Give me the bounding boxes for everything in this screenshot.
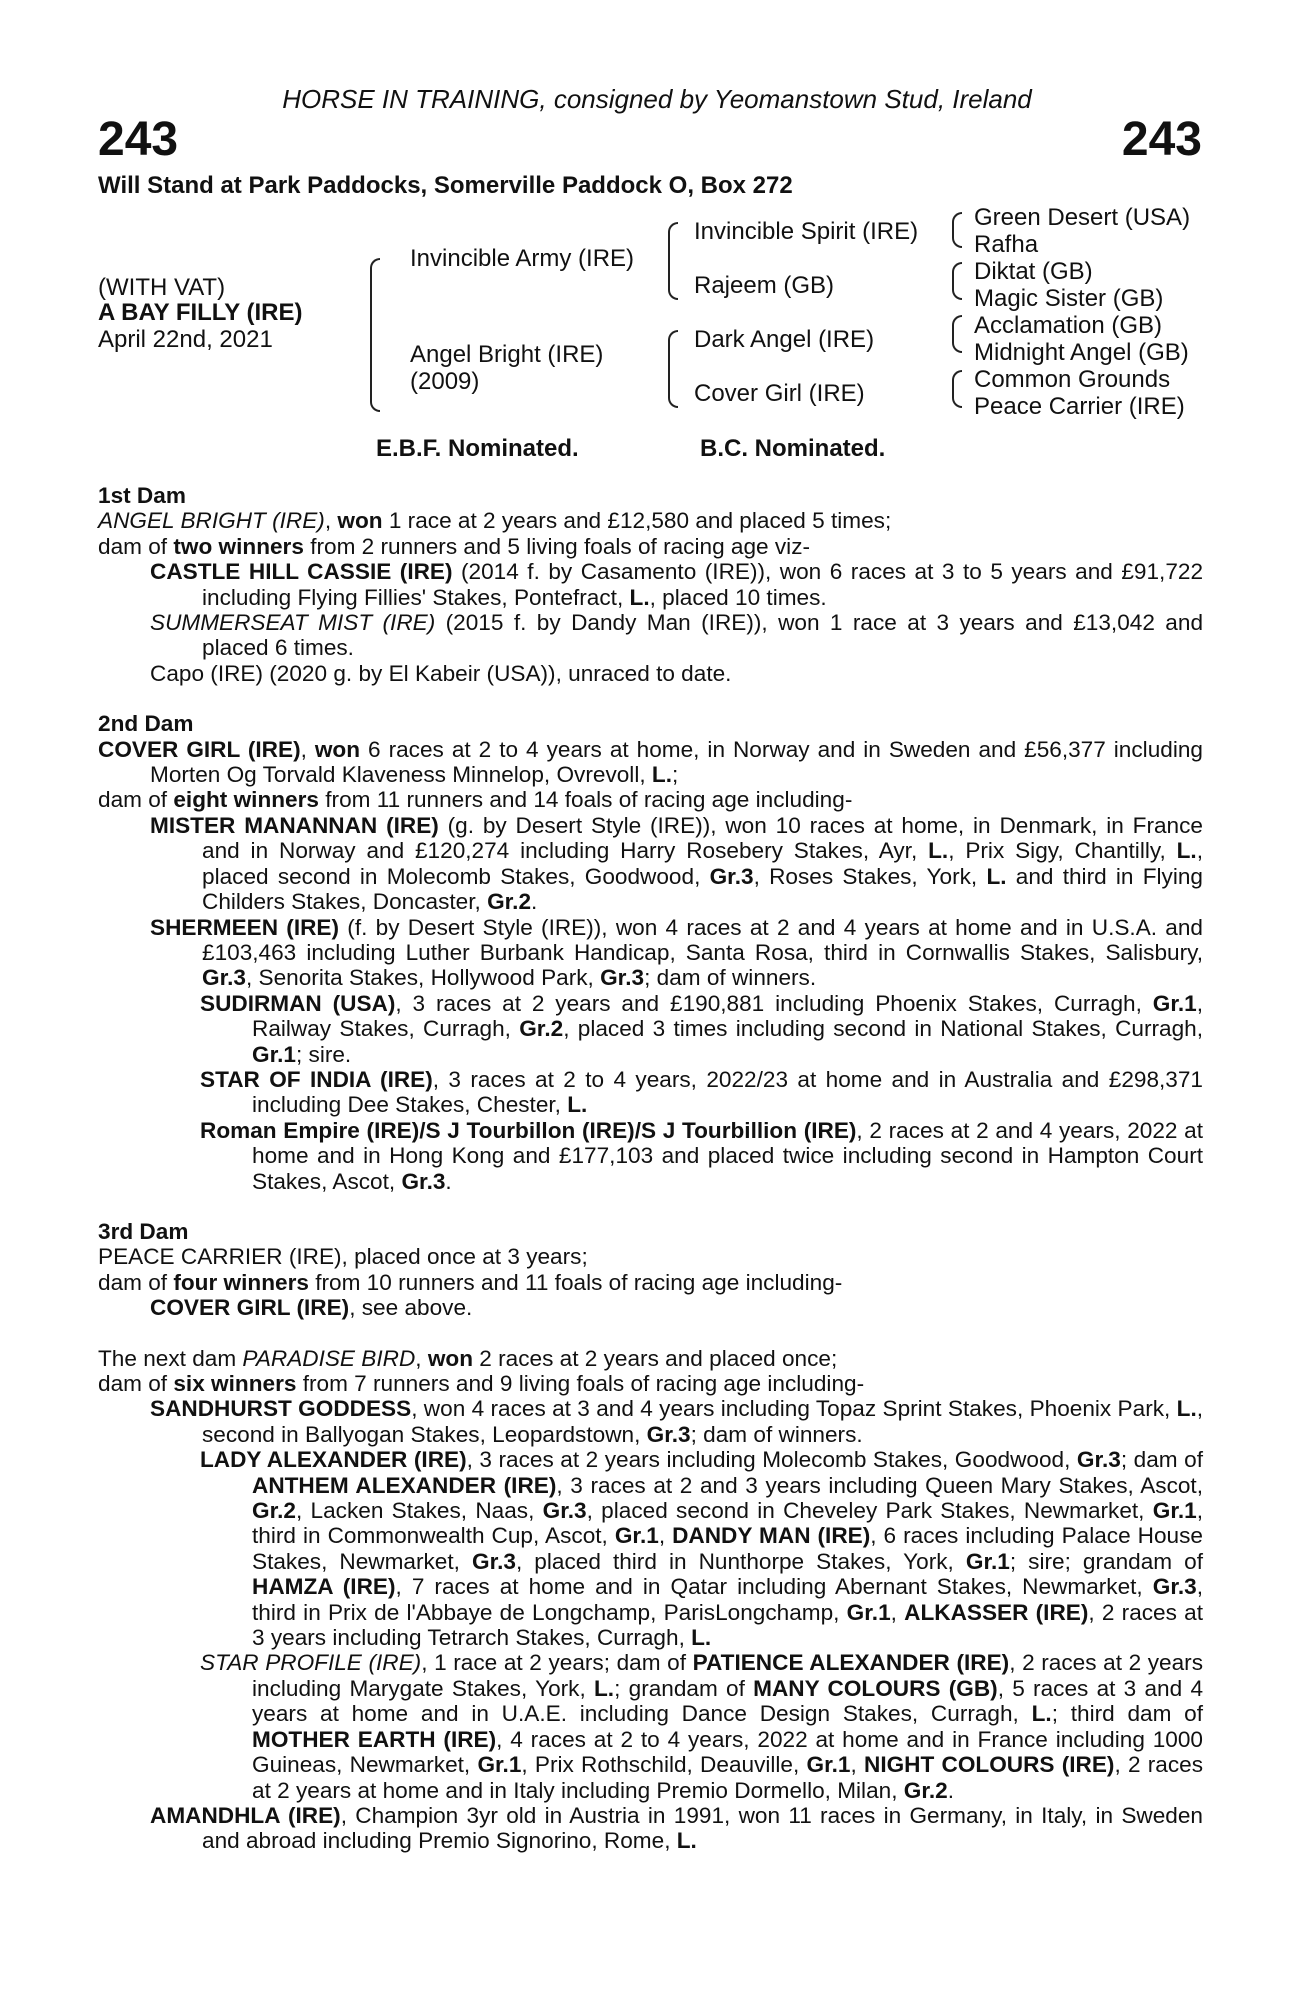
third-dam-heading: 3rd Dam [98,1218,189,1244]
sire-dam: Rajeem (GB) [694,272,835,299]
ds-sire: Acclamation (GB) [974,312,1163,339]
sd-dam: Magic Sister (GB) [974,285,1164,312]
dam-dam: Cover Girl (IRE) [694,380,865,407]
next-dam-section [98,1346,1203,1854]
third-dam-section [98,1219,1203,1321]
dd-dam: Peace Carrier (IRE) [974,393,1185,420]
produce-entry: SANDHURST GODDESS, won 4 races at 3 and 4 years including Topaz Sprint Stakes, Phoenix Park, L., second in Ballyogan Stakes, Leopardstown, Gr.3; dam of winners. [150,1396,1204,1447]
second-dam-line: COVER GIRL (IRE), won 6 races at 2 to 4 years at home, in Norway and in Sweden and £56,377 including Morten Og Torvald Klaveness Minnelop, Ovrevoll, L.; [98,736,1203,788]
third-dam-line: PEACE CARRIER (IRE), placed once at 3 years; [98,1244,588,1270]
produce-entry: SHERMEEN (IRE) (f. by Desert Style (IRE)), won 4 races at 2 and 4 years at home and in U.S.A. and £103,463 including Luther Burbank Handicap, Santa Rosa, third in Cornwallis Stakes, Salisbury, Gr.3, Senorita Stakes, Hollywood Park, Gr.3; dam of winners. [150,914,1203,991]
pedigree-brace-sd [952,262,962,300]
ds-dam: Midnight Angel (GB) [974,339,1189,366]
produce-entry: LADY ALEXANDER (IRE), 3 races at 2 years including Molecomb Stakes, Goodwood, Gr.3; dam of ANTHEM ALEXANDER (IRE), 3 races at 2 and 3 years including Queen Mary Stakes, Ascot, Gr.2, Lacken Stakes, Naas, Gr.3, placed second in Cheveley Park Stakes, Newmarket, Gr.1, third in Commonwealth Cup, Ascot, Gr.1, DANDY MAN (IRE), 6 races including Palace House Stakes, Newmarket, Gr.3, placed third in Nunthorpe Stakes, York, Gr.1; sire; grandam of HAMZA (IRE), 7 races at home and in Qatar including Abernant Stakes, Newmarket, Gr.3, third in Prix de l'Abbaye de Longchamp, ParisLongchamp, Gr.1, ALKASSER (IRE), 2 races at 3 years including Tetrarch Stakes, Curragh, L. [200,1447,1204,1651]
third-dam-produce-summary: dam of four winners from 10 runners and 11 foals of racing age including- [98,1269,843,1295]
pedigree-brace-dd [952,370,962,408]
produce-entry: MISTER MANANNAN (IRE) (g. by Desert Style (IRE)), won 10 races at home, in Denmark, in France and in Norway and £120,274 including Harry Rosebery Stakes, Ayr, L., Prix Sigy, Chantilly, L., placed second in Molecomb Stakes, Goodwood, Gr.3, Roses Stakes, York, L. and third in Flying Childers Stakes, Doncaster, Gr.2. [150,812,1203,915]
pedigree-brace-dam [668,330,678,408]
lot-number-left: 243 [98,113,179,166]
consignment-line: HORSE IN TRAINING, consigned by Yeomanstown Stud, Ireland [282,84,1032,114]
first-dam-section [98,483,1203,686]
produce-entry: SUMMERSEAT MIST (IRE) (2015 f. by Dandy Man (IRE)), won 1 race at 3 years and £13,042 and placed 6 times. [150,610,1204,661]
ebf-nomination: E.B.F. Nominated. [376,435,579,462]
stabling-location: Will Stand at Park Paddocks, Somerville Paddock O, Box 272 [98,172,793,199]
sd-sire: Diktat (GB) [974,258,1093,285]
first-dam-heading: 1st Dam [98,483,186,508]
produce-entry: Roman Empire (IRE)/S J Tourbillon (IRE)/S J Tourbillion (IRE), 2 races at 2 and 4 years, 2022 at home and in Hong Kong and £177,103 and placed twice including second in Hampton Court Stakes, Ascot, Gr.3. [200,1117,1204,1194]
pedigree-brace-ss [952,212,962,248]
produce-entry: CASTLE HILL CASSIE (IRE) (2014 f. by Casamento (IRE)), won 6 races at 3 to 5 years and £91,722 including Flying Fillies' Stakes, Pontefract, L., placed 10 times. [150,559,1204,610]
first-dam-line: ANGEL BRIGHT (IRE), won 1 race at 2 years and £12,580 and placed 5 times; [98,508,892,534]
dd-sire: Common Grounds [974,366,1171,393]
lot-name: A BAY FILLY (IRE) [98,299,303,326]
catalogue-body [98,483,1203,1854]
dam-sire: Dark Angel (IRE) [694,326,875,353]
lot-number-right: 243 [1121,113,1202,166]
produce-entry: STAR PROFILE (IRE), 1 race at 2 years; dam of PATIENCE ALEXANDER (IRE), 2 races at 2 years including Marygate Stakes, York, L.; grandam of MANY COLOURS (GB), 5 races at 3 and 4 years at home and in U.A.E. including Dance Design Stakes, Curragh, L.; third dam of MOTHER EARTH (IRE), 4 races at 2 to 4 years, 2022 at home and in France including 1000 Guineas, Newmarket, Gr.1, Prix Rothschild, Deauville, Gr.1, NIGHT COLOURS (IRE), 2 races at 2 years at home and in Italy including Premio Dormello, Milan, Gr.2. [200,1650,1204,1803]
pedigree-brace-main [370,258,380,412]
pedigree-brace-sire [668,222,678,300]
second-dam-produce-summary: dam of eight winners from 11 runners and 14 foals of racing age including- [98,787,853,813]
dam-year: (2009) [410,368,480,395]
produce-entry: Capo (IRE) (2020 g. by El Kabeir (USA)), unraced to date. [150,660,732,686]
ss-sire: Green Desert (USA) [974,204,1191,231]
sire-sire: Invincible Spirit (IRE) [694,218,919,245]
second-dam-section [98,711,1203,1194]
ss-dam: Rafha [974,231,1039,258]
sire-name: Invincible Army (IRE) [410,245,635,272]
first-dam-produce-summary: dam of two winners from 2 runners and 5 living foals of racing age viz- [98,533,811,559]
foaling-date: April 22nd, 2021 [98,326,273,353]
produce-entry: STAR OF INDIA (IRE), 3 races at 2 to 4 years, 2022/23 at home and in Australia and £298,371 including Dee Stakes, Chester, L. [200,1066,1203,1118]
second-dam-heading: 2nd Dam [98,711,194,737]
next-dam-line: The next dam PARADISE BIRD, won 2 races at 2 years and placed once; [98,1345,838,1371]
produce-entry: SUDIRMAN (USA), 3 races at 2 years and £190,881 including Phoenix Stakes, Curragh, Gr.1, Railway Stakes, Curragh, Gr.2, placed 3 times including second in National Stakes, Curragh, Gr.1; sire. [200,990,1204,1067]
dam-name: Angel Bright (IRE) [410,341,604,368]
produce-entry: AMANDHLA (IRE), Champion 3yr old in Austria in 1991, won 11 races in Germany, in Italy, in Sweden and abroad including Premio Signorino, Rome, L. [150,1802,1203,1854]
vat-label: (WITH VAT) [98,274,226,301]
pedigree-brace-ds [952,315,962,353]
bc-nomination: B.C. Nominated. [700,435,886,462]
produce-entry: COVER GIRL (IRE), see above. [150,1295,473,1321]
next-dam-produce-summary: dam of six winners from 7 runners and 9 living foals of racing age including- [98,1371,865,1396]
